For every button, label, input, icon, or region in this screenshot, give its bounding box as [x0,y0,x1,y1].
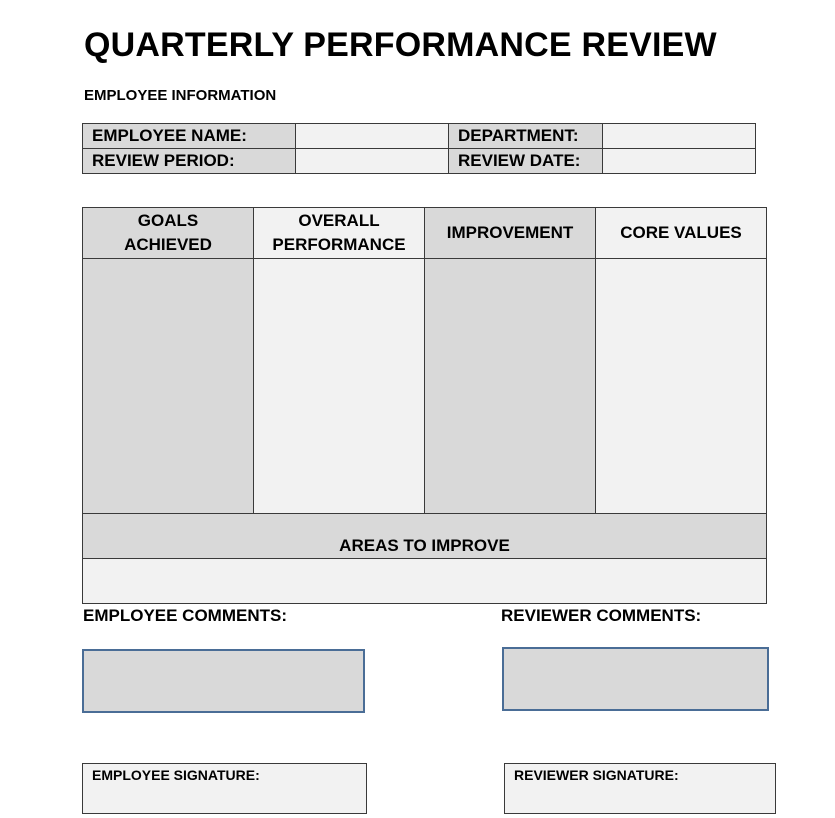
reviewer-comments-label: REVIEWER COMMENTS: [501,606,702,625]
areas-to-improve-field[interactable] [82,558,767,604]
core-values-header: CORE VALUES [595,207,767,259]
goals-achieved-header: GOALS ACHIEVED [82,207,254,259]
improvement-field[interactable] [424,258,596,514]
reviewer-signature-label: REVIEWER SIGNATURE: [514,767,679,783]
department-label: DEPARTMENT: [448,123,603,149]
overall-performance-header: OVERALL PERFORMANCE [253,207,425,259]
employee-information-heading: EMPLOYEE INFORMATION [84,87,277,104]
page-title: QUARTERLY PERFORMANCE REVIEW [84,26,717,64]
employee-comments-field[interactable] [82,649,365,713]
overall-performance-field[interactable] [253,258,425,514]
employee-signature-label: EMPLOYEE SIGNATURE: [92,767,260,783]
employee-signature-field[interactable] [82,763,367,814]
reviewer-comments-field[interactable] [502,647,769,711]
review-period-label: REVIEW PERIOD: [82,148,296,174]
review-date-label: REVIEW DATE: [448,148,603,174]
employee-name-field[interactable] [295,123,449,149]
reviewer-signature-field[interactable] [504,763,776,814]
review-date-field[interactable] [602,148,756,174]
review-period-field[interactable] [295,148,449,174]
employee-comments-label: EMPLOYEE COMMENTS: [83,606,288,625]
department-field[interactable] [602,123,756,149]
employee-name-label: EMPLOYEE NAME: [82,123,296,149]
goals-achieved-field[interactable] [82,258,254,514]
improvement-header: IMPROVEMENT [424,207,596,259]
areas-to-improve-header: AREAS TO IMPROVE [82,513,767,559]
core-values-field[interactable] [595,258,767,514]
